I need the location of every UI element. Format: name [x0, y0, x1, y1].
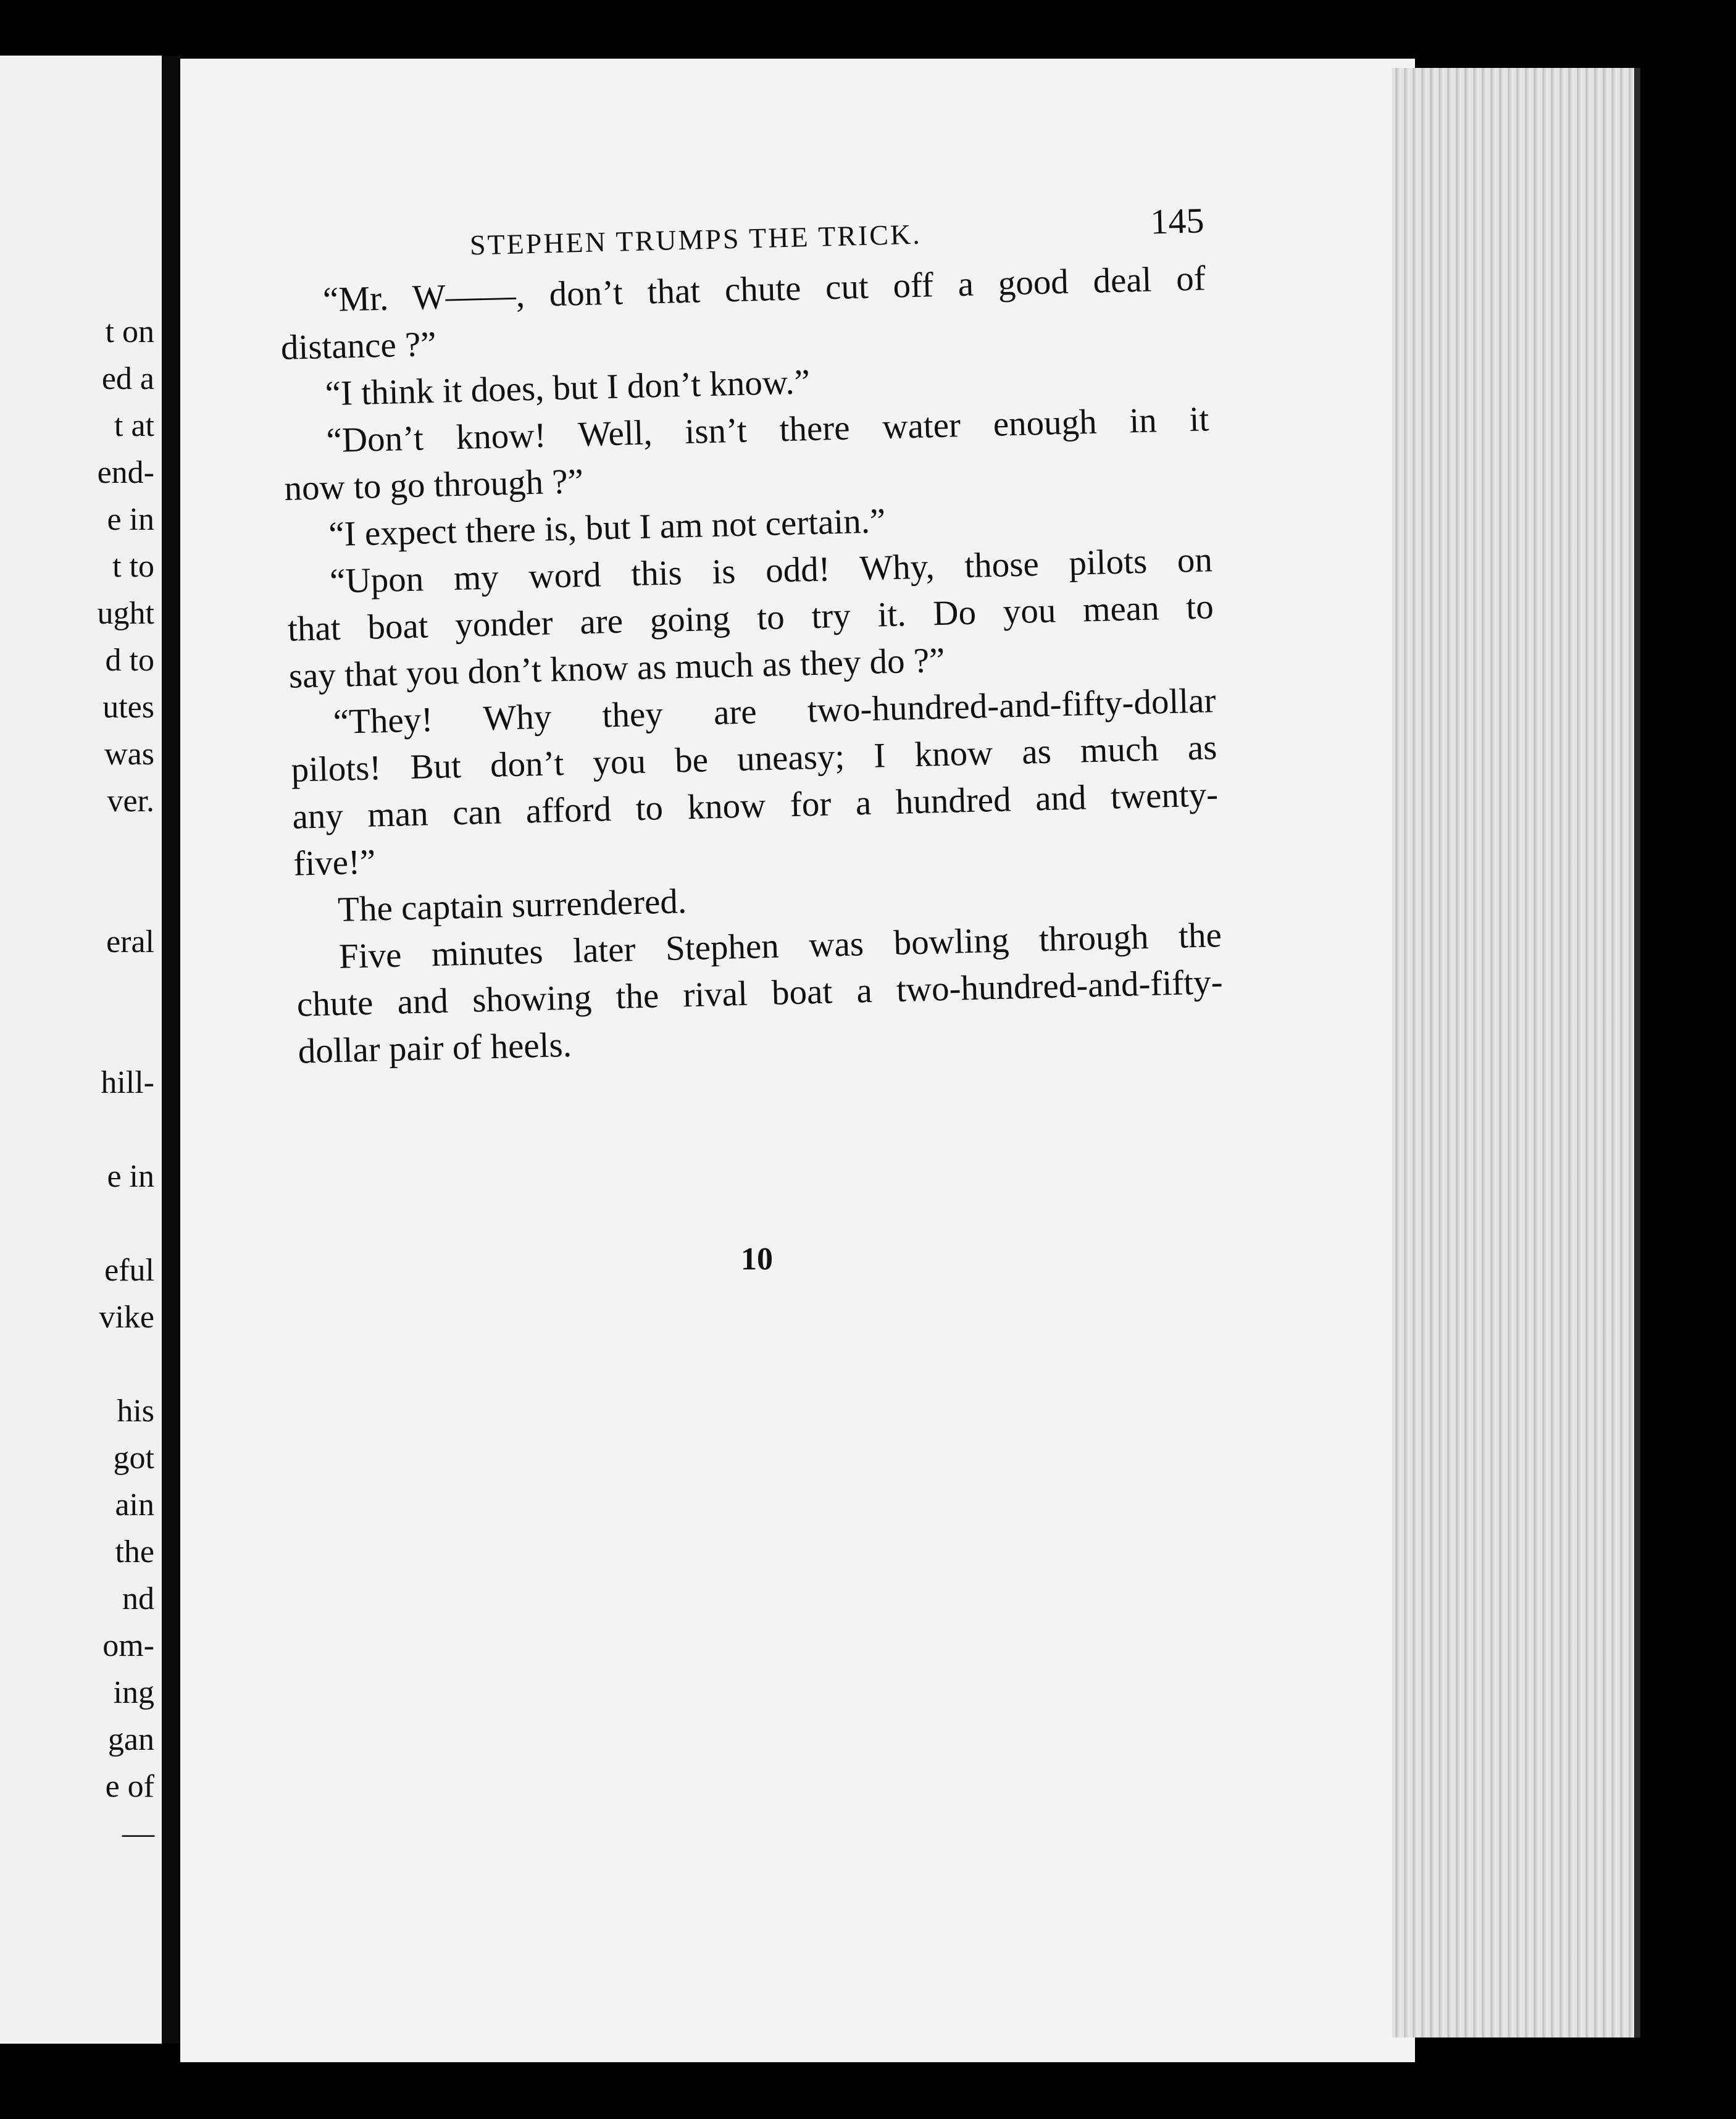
left-fragment: ught [97, 596, 154, 631]
left-fragment: e in [107, 1159, 154, 1194]
left-fragment: gan [107, 1722, 154, 1757]
left-fragment: ed a [101, 361, 154, 396]
text-line: Five minutes later Stephen was bowling through the [338, 916, 1222, 976]
page-number: 145 [1150, 200, 1205, 242]
left-fragment: t on [105, 314, 154, 349]
left-fragment: t at [114, 408, 154, 443]
text-line: “I expect there is, but I am not certain.” [328, 501, 886, 554]
page-edge-shadow [1634, 68, 1640, 2038]
left-fragment: e in [107, 502, 154, 537]
left-fragment: utes [102, 690, 154, 725]
left-fragment: ing [113, 1675, 154, 1710]
left-fragment: hill- [101, 1065, 154, 1100]
left-fragment: t to [112, 549, 154, 584]
text-line: The captain surrendered. [337, 882, 687, 929]
text-line: “They! Why they are two-hundred-and-fifty-dollar [333, 681, 1217, 742]
text-line: distance ?” [280, 324, 437, 367]
left-fragment: eful [104, 1253, 154, 1288]
text-line: “Upon my word this is odd! Why, those pilots on [329, 540, 1213, 601]
left-fragment [98, 825, 154, 872]
left-fragment: end- [97, 455, 154, 490]
text-line: “I think it does, but I don’t know.” [325, 362, 811, 414]
text-line: any man can afford to know for a hundred and twenty- [291, 775, 1219, 837]
text-line: dollar pair of heels. [298, 1025, 572, 1071]
left-fragment: got [113, 1440, 154, 1476]
left-fragment: ain [115, 1487, 154, 1523]
text-line: say that you don’t know as much as they do ?” [288, 640, 946, 696]
text-line: now to go through ?” [283, 462, 584, 508]
signature-mark: 10 [741, 1242, 773, 1277]
text-line: “Mr. W——, don’t that chute cut off a good deal of [322, 259, 1206, 320]
text-line: pilots! But don’t you be uneasy; I know as much as [290, 728, 1218, 790]
text-line: that boat yonder are going to try it. Do you mean to [287, 587, 1214, 649]
left-fragment: om- [102, 1628, 154, 1663]
left-fragment: eral [106, 924, 154, 959]
left-fragment: — [122, 1816, 154, 1851]
text-line: five!” [293, 842, 377, 884]
page-edges [1392, 68, 1634, 2038]
left-fragment [98, 1200, 154, 1247]
left-fragment: the [115, 1534, 154, 1569]
left-fragment: d to [105, 643, 154, 678]
left-page-fragments [98, 309, 154, 1857]
text-line: chute and showing the rival boat a two-hundred-and-fifty- [296, 962, 1224, 1024]
left-page [0, 56, 162, 2044]
left-fragment [98, 1013, 154, 1060]
left-fragment [98, 872, 154, 919]
left-fragment [98, 1341, 154, 1388]
left-fragment [98, 1106, 154, 1153]
left-fragment: his [117, 1394, 154, 1429]
left-fragment [98, 966, 154, 1013]
left-fragment: ver. [107, 784, 154, 819]
page-text-block [278, 199, 1224, 1075]
text-line: “Don’t know! Well, isn’t there water enough in it [325, 399, 1210, 461]
book-gutter [162, 56, 180, 2044]
left-fragment: vike [99, 1300, 154, 1335]
left-fragment: nd [122, 1581, 154, 1616]
left-fragment: e of [105, 1769, 154, 1804]
running-head: STEPHEN TRUMPS THE TRICK. [469, 218, 922, 261]
left-fragment: was [104, 737, 154, 772]
